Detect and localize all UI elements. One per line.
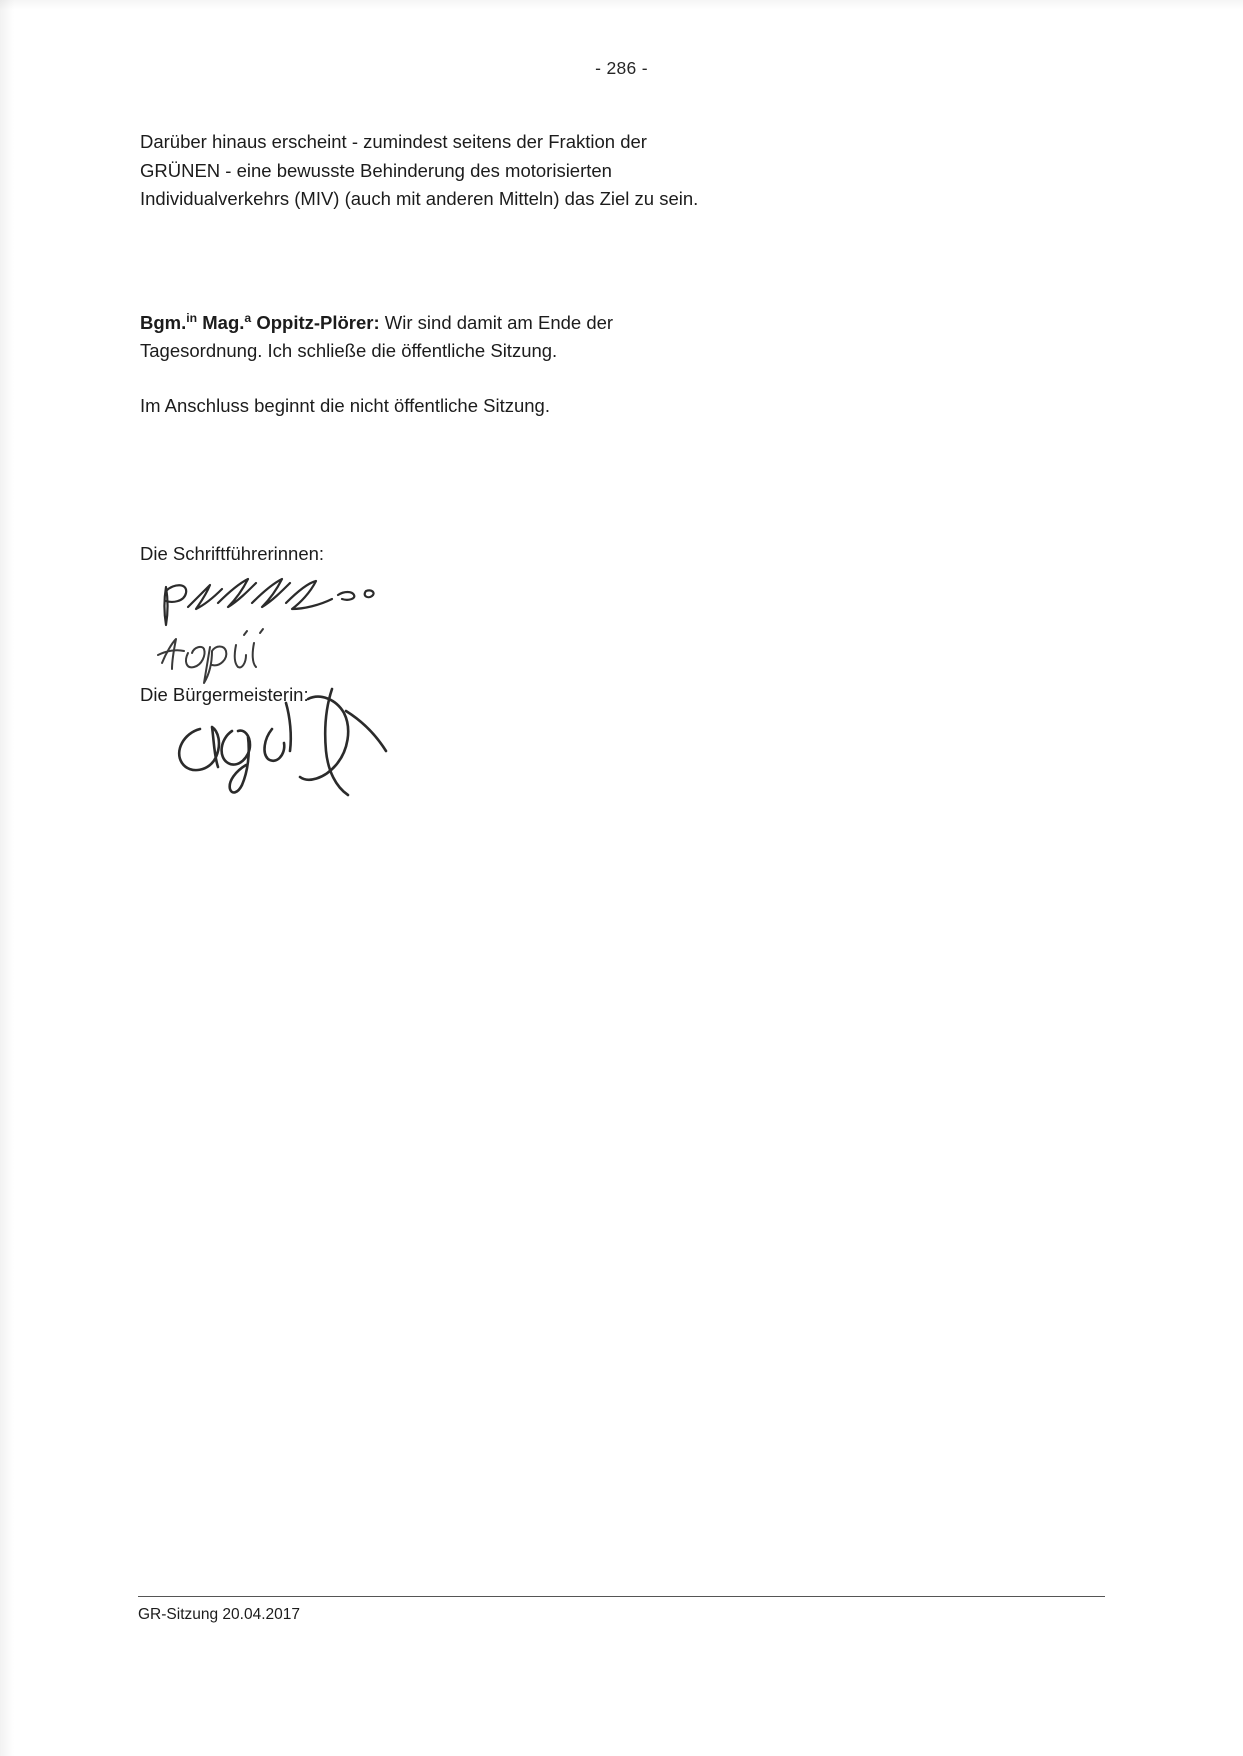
speaker-name (140, 312, 380, 333)
mayor-signature-label: Die Bürgermeisterin: (140, 683, 309, 705)
spacer (140, 366, 700, 392)
footer-text: GR-Sitzung 20.04.2017 (138, 1606, 300, 1623)
speaker-surname-text: Oppitz-Plörer: (251, 311, 380, 333)
speech-paragraph-2: Im Anschluss beginnt die nicht öffentliche Sitzung. (140, 394, 550, 416)
scan-edge-left (0, 0, 14, 1756)
speaker-title-superscript: a (244, 310, 252, 325)
spacer (140, 420, 700, 540)
footer-divider (138, 1596, 1105, 1597)
clerks-signature-label: Die Schriftführerinnen: (140, 543, 325, 565)
speech-text-1: Wir sind damit am Ende der Tagesordnung. Ich schließe die öffentliche Sitzung. (140, 311, 614, 362)
speaker-name-superscript: in (186, 310, 198, 325)
page-footer (138, 1596, 1105, 1624)
paragraph-intro: Darüber hinaus erscheint - zumindest seitens der Fraktion der GRÜNEN - eine bewusste Behinderung des motorisierten Individualverkehrs (MIV) (auch mit anderen Mitteln) das Ziel zu sein. (140, 131, 699, 209)
clerk-signature-1-icon (152, 569, 452, 639)
speaker-paragraph (140, 304, 700, 366)
speaker-title-text: Mag. (197, 311, 245, 333)
document-body (140, 128, 700, 709)
clerks-signature-area (140, 569, 700, 681)
scan-edge-top (0, 0, 1243, 10)
mayor-signature-row (140, 681, 700, 710)
speaker-name-text: Bgm. (140, 311, 187, 333)
page-number: - 286 - (595, 58, 648, 78)
spacer (140, 214, 700, 304)
